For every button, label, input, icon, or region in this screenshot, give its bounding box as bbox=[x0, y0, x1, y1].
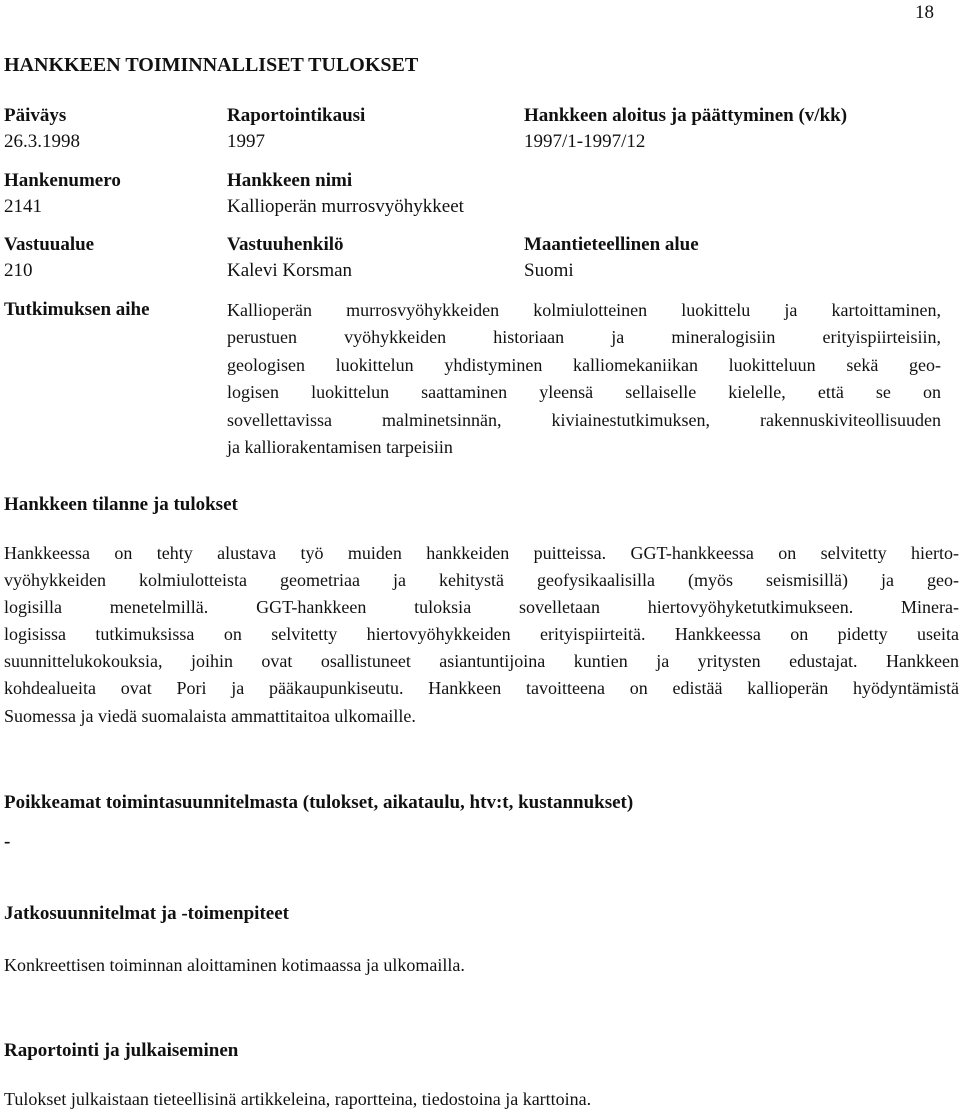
document-title: HANKKEEN TOIMINNALLISET TULOKSET bbox=[4, 54, 419, 76]
responsible-person-label: Vastuuhenkilö bbox=[227, 234, 344, 255]
deviations-text: - bbox=[4, 831, 11, 852]
duration-value: 1997/1-1997/12 bbox=[524, 131, 646, 152]
responsibility-area-label: Vastuualue bbox=[4, 234, 95, 255]
geographic-region-label: Maantieteellinen alue bbox=[524, 234, 699, 255]
status-heading: Hankkeen tilanne ja tulokset bbox=[4, 494, 238, 515]
topic-line: logisen luokittelun saattaminen yleensä sellaiselle kielelle, että se on bbox=[227, 382, 941, 403]
status-line: Suomessa ja viedä suomalaista ammattitaitoa ulkomaille. bbox=[4, 705, 416, 726]
period-label: Raportointikausi bbox=[227, 105, 366, 126]
status-line: logisilla menetelmillä. GGT-hankkeen tuloksia sovelletaan hiertovyöhyketutkimukseen. Minera- bbox=[4, 597, 959, 618]
research-topic-label: Tutkimuksen aihe bbox=[4, 299, 150, 320]
research-topic-text bbox=[227, 297, 941, 461]
status-line: logisissa tutkimuksissa on selvitetty hiertovyöhykkeiden erityispiirteitä. Hankkeessa on pidetty useita bbox=[4, 624, 959, 645]
reporting-heading: Raportointi ja julkaiseminen bbox=[4, 1040, 239, 1061]
status-line: vyöhykkeiden kolmiulotteista geometriaa ja kehitystä geofysikaalisilla (myös seismisillä) ja geo- bbox=[4, 570, 959, 591]
status-line: suunnittelukokouksia, joihin ovat osallistuneet asiantuntijoina kuntien ja yritysten edustajat. Hankkeen bbox=[4, 651, 959, 672]
project-name-value: Kallioperän murrosvyöhykkeet bbox=[227, 196, 464, 217]
reporting-text: Tulokset julkaistaan tieteellisinä artikkeleina, raportteina, tiedostoina ja karttoina. bbox=[4, 1089, 592, 1109]
topic-line: perustuen vyöhykkeiden historiaan ja mineralogisiin erityispiirteisiin, bbox=[227, 327, 941, 348]
status-paragraph bbox=[4, 540, 959, 730]
duration-label: Hankkeen aloitus ja päättyminen (v/kk) bbox=[524, 105, 848, 126]
project-name-label: Hankkeen nimi bbox=[227, 170, 353, 191]
topic-line: geologisen luokittelun yhdistyminen kalliomekaniikan luokitteluun sekä geo- bbox=[227, 354, 941, 375]
topic-line: Kallioperän murrosvyöhykkeiden kolmiulotteinen luokittelu ja kartoittaminen, bbox=[227, 300, 941, 320]
date-label: Päiväys bbox=[4, 105, 67, 126]
page-number: 18 bbox=[915, 2, 934, 23]
responsibility-area-value: 210 bbox=[4, 260, 33, 281]
followup-heading: Jatkosuunnitelmat ja -toimenpiteet bbox=[4, 903, 289, 924]
topic-line: ja kalliorakentamisen tarpeisiin bbox=[227, 437, 453, 458]
period-value: 1997 bbox=[227, 131, 265, 152]
geographic-region-value: Suomi bbox=[524, 260, 574, 281]
topic-line: sovellettavissa malminetsinnän, kiviainestutkimuksen, rakennuskiviteollisuuden bbox=[227, 409, 941, 430]
deviations-heading: Poikkeamat toimintasuunnitelmasta (tulokset, aikataulu, htv:t, kustannukset) bbox=[4, 792, 634, 813]
responsible-person-value: Kalevi Korsman bbox=[227, 260, 353, 281]
status-line: kohdealueita ovat Pori ja pääkaupunkiseutu. Hankkeen tavoitteena on edistää kallioperän hyödyntämistä bbox=[4, 678, 959, 699]
project-number-label: Hankenumero bbox=[4, 170, 121, 191]
followup-text: Konkreettisen toiminnan aloittaminen kotimaassa ja ulkomailla. bbox=[4, 955, 465, 975]
project-number-value: 2141 bbox=[4, 196, 42, 217]
date-value: 26.3.1998 bbox=[4, 131, 80, 152]
status-line: Hankkeessa on tehty alustava työ muiden hankkeiden puitteissa. GGT-hankkeessa on selvitetty hierto- bbox=[4, 543, 959, 563]
